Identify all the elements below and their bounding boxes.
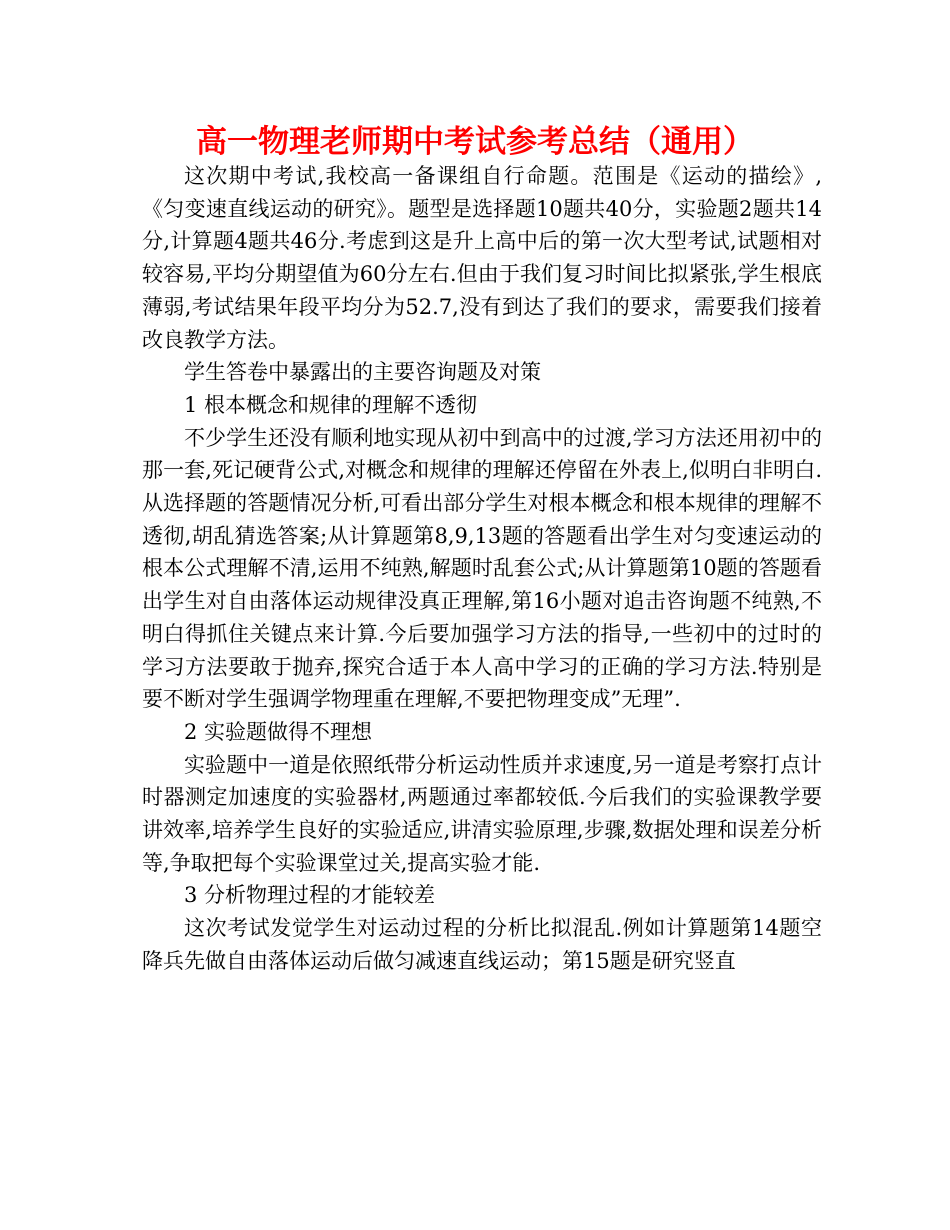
- section-heading-1: 1 根本概念和规律的理解不透彻: [184, 392, 478, 417]
- document-title: 高一物理老师期中考试参考总结（通用）: [196, 124, 754, 160]
- section-heading-3: 3 分析物理过程的才能较差: [184, 883, 436, 908]
- paragraph-analysis: 这次考试发觉学生对运动过程的分析比拟混乱.例如计算题第14题空降兵先做自由落体运动后做匀减速直线运动；第15题是研究竖直: [142, 916, 822, 973]
- section-heading-problems: 学生答卷中暴露出的主要咨询题及对策: [184, 360, 541, 385]
- paragraph-intro: 这次期中考试,我校高一备课组自行命题。范围是《运动的描绘》,《匀变速直线运动的研究》。题型是选择题10题共40分，实验题2题共14分,计算题4题共46分.考虑到这是升上高中后的第一次大型考试,试题相对较容易,平均分期望值为60分左右.但由于我们复习时间比拟紧张,学生根底薄弱,考试结果年段平均分为52.7,没有到达了我们的要求，需要我们接着改良教学方法。: [142, 164, 822, 352]
- paragraph-experiments: 实验题中一道是依照纸带分析运动性质并求速度,另一道是考察打点计时器测定加速度的实验器材,两题通过率都较低.今后我们的实验课教学要讲效率,培养学生良好的实验适应,讲清实验原理,步骤,数据处理和误差分析等,争取把每个实验课堂过关,提高实验才能.: [142, 752, 822, 875]
- document-body: [142, 160, 822, 978]
- section-heading-2: 2 实验题做得不理想: [184, 719, 373, 744]
- paragraph-concepts: 不少学生还没有顺利地实现从初中到高中的过渡,学习方法还用初中的那一套,死记硬背公式,对概念和规律的理解还停留在外表上,似明白非明白.从选择题的答题情况分析,可看出部分学生对根本概念和根本规律的理解不透彻,胡乱猜选答案;从计算题第8,9,13题的答题看出学生对匀变速运动的根本公式理解不清,运用不纯熟,解题时乱套公式;从计算题第10题的答题看出学生对自由落体运动规律没真正理解,第16小题对追击咨询题不纯熟,不明白得抓住关键点来计算.今后要加强学习方法的指导,一些初中的过时的学习方法要敢于抛弃,探究合适于本人高中学习的正确的学习方法.特别是要不断对学生强调学物理重在理解,不要把物理变成”无理”.: [142, 425, 822, 712]
